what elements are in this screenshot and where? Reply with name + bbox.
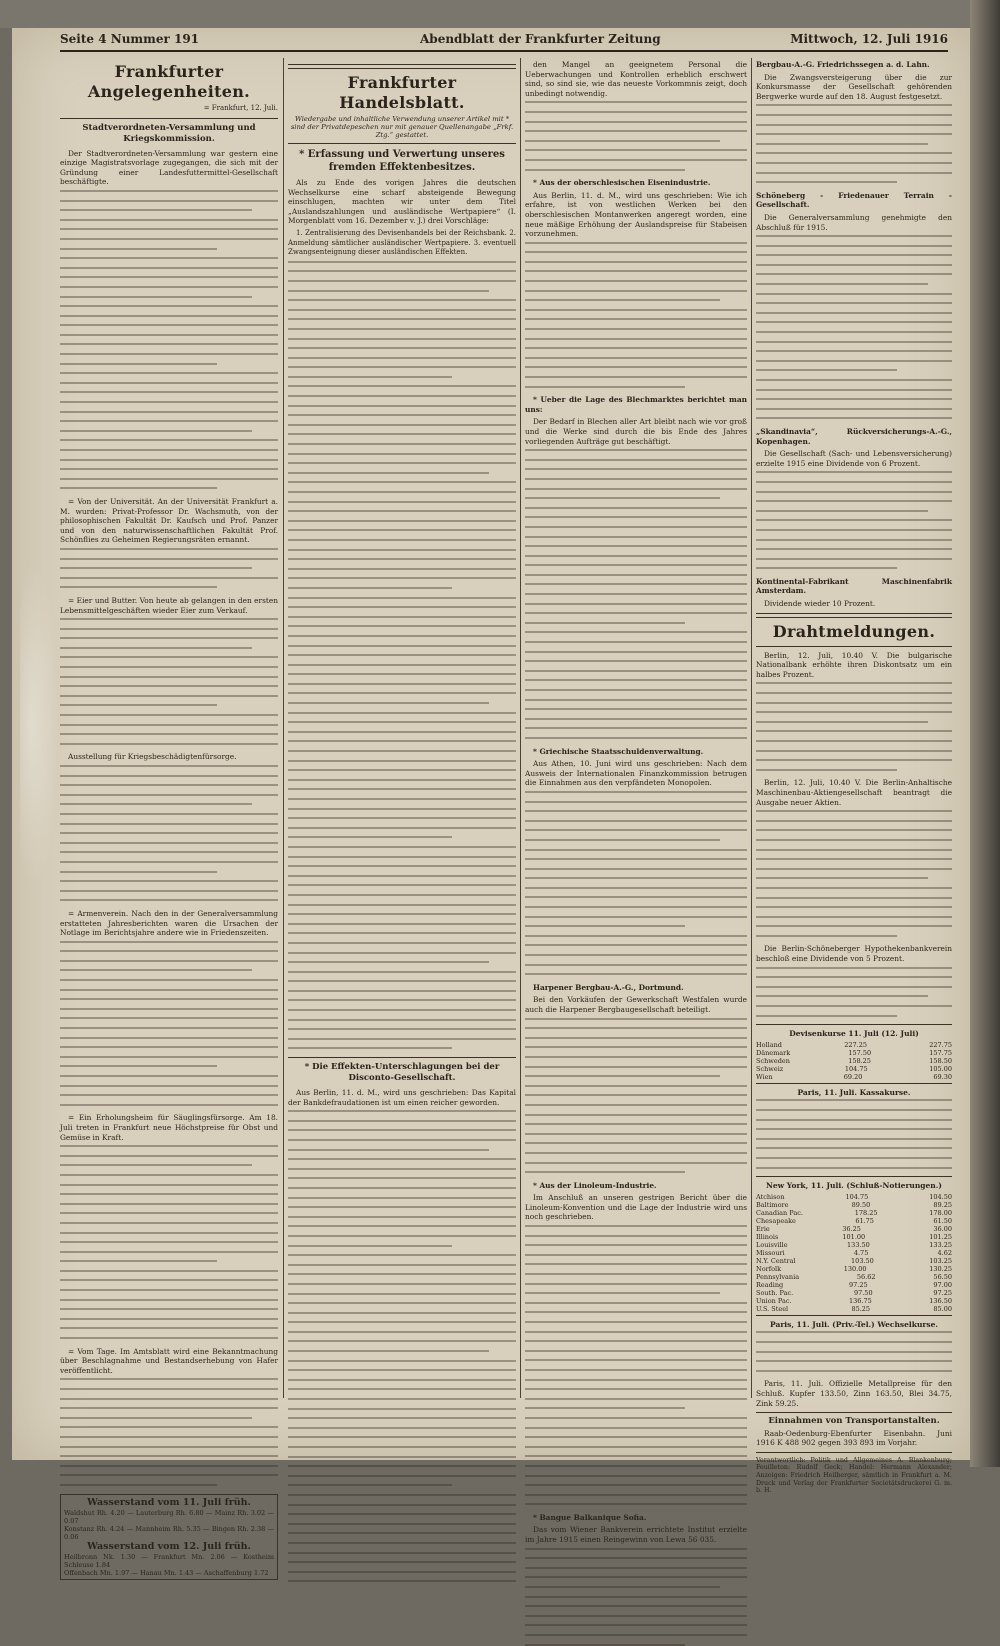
article-text: Die Gesellschaft (Sach- und Lebensversicherung) erzielte 1915 eine Dividende von 6 Prozent. <box>756 449 952 468</box>
newspaper-title: Abendblatt der Frankfurter Zeitung <box>420 32 661 46</box>
text-block <box>288 1110 516 1582</box>
table-row: Norfolk 130.00 130.25 <box>756 1264 952 1273</box>
article-head: * Aus der oberschlesischen Eisenindustrie. <box>533 178 711 188</box>
text-block <box>756 810 952 937</box>
divider <box>288 143 516 144</box>
water-level-title: Wasserstand vom 11. Juli früh. <box>87 1496 251 1508</box>
article-text: Paris, 11. Juli. Offizielle Metallpreise für den Schluß. Kupfer 133.50, Zinn 163.50, Blei 34.75, Zink 59.25. <box>756 1379 952 1408</box>
column-business-news <box>525 60 747 1545</box>
article-text: Der Bedarf in Blechen aller Art bleibt nach wie vor groß und die Werke sind durch die bis Ende des Jahres vorliegenden Aufträge gut beschäftigt. <box>525 417 747 446</box>
currency-table <box>756 1024 952 1084</box>
text-block <box>525 1548 747 1646</box>
text-block <box>756 1331 952 1371</box>
divider <box>756 613 952 618</box>
article-head: „Skandinavia“, Rückversicherungs-A.-G., Kopenhagen. <box>756 426 952 446</box>
table-row: Baltimore 89.50 89.25 <box>756 1200 952 1209</box>
article-text: Aus Berlin, 11. d. M., wird uns geschrieben: Wie ich erfahre, ist von westlichen Werken bei den oberschlesischen Montanwerken angeregt worden, eine neue mäßige Erhöhung der Auslandspreise für Stabeisen vorzunehmen. <box>525 190 747 239</box>
divider <box>756 1412 952 1413</box>
article-text: Die Berlin-Schöneberger Hypothekenbankverein beschloß eine Dividende von 5 Prozent. <box>756 944 952 964</box>
table-row: Schweiz 104.75 105.00 <box>756 1064 952 1073</box>
water-level-row: Offenbach Mn. 1.97 — Hanau Mn. 1.43 — Aschaffenburg 1.72 <box>64 1568 269 1577</box>
text-block <box>525 791 747 975</box>
table-row: Chesapeake 61.75 61.50 <box>756 1216 952 1225</box>
table-row: Dänemark 157.50 157.75 <box>756 1048 952 1057</box>
column-rule <box>520 58 521 1398</box>
table-title: Einnahmen von Transportanstalten. <box>768 1416 940 1427</box>
text-block <box>525 242 747 388</box>
article-head: Kontinental-Fabrikant Maschinenfabrik Amsterdam. <box>756 576 952 596</box>
article-text: Berlin, 12. Juli, 10.40 V. Die Berlin-Anhaltische Maschinenbau-Aktiengesellschaft beantragt die Ausgabe neuer Aktien. <box>756 778 952 807</box>
scan-top-band <box>0 0 1000 28</box>
water-level-box <box>60 1494 278 1580</box>
issue-date: Mittwoch, 12. Juli 1916 <box>790 32 948 46</box>
column-handelsblatt <box>288 60 516 1390</box>
text-block <box>60 941 278 1106</box>
table-row: Pennsylvania 56.62 56.50 <box>756 1272 952 1281</box>
article-head: * Aus der Linoleum-Industrie. <box>533 1180 657 1190</box>
water-level-row: Heilbronn Nk. 1.30 — Frankfurt Mn. 2.06 — Kostheim Schleuse 1.84 <box>64 1552 274 1569</box>
text-block <box>525 1018 747 1174</box>
article-text: Das vom Wiener Bankverein errichtete Institut erzielte im Jahre 1915 einen Reingewinn von Lewa 56 035. <box>525 1525 747 1545</box>
dateline: = Frankfurt, 12. Juli. <box>203 104 278 112</box>
article-text: Als zu Ende des vorigen Jahres die deutschen Wechselkurse eine scharf absteigende Bewegung einschlugen, machten wir unter dem Titel „Auslandszahlungen und ausländische Wertpapiere“ (I. Morgenblatt vom 16. Dezember v. J.) drei Vorschläge: <box>288 178 516 226</box>
article-text: Aus Athen, 10. Juni wird uns geschrieben: Nach dem Ausweis der Internationalen Finanzkommission betrugen die Einnahmen aus den verpfändeten Monopolen. <box>525 759 747 788</box>
text-block <box>288 261 516 1050</box>
article-text: den Mangel an geeignetem Personal die Ueberwachungen und Kontrollen erheblich erschwert sind, so sind sie, wie das neueste Vorkommnis zeigt, doch unbedingt notwendig. <box>525 60 747 98</box>
text-block <box>756 682 952 770</box>
column-rule <box>751 58 752 1398</box>
text-block <box>60 548 278 588</box>
article-text: Die Zwangsversteigerung über die zur Konkursmasse der Gesellschaft gehörenden Bergwerke wurde auf den 18. August festgesetzt. <box>756 72 952 101</box>
article-head: Stadtverordneten-Versammlung und Kriegskommission. <box>82 122 256 144</box>
column-market-reports <box>756 60 952 1495</box>
article-text: Ausstellung für Kriegsbeschädigtenfürsorge. <box>68 752 237 762</box>
article-head: Harpener Bergbau-A.-G., Dortmund. <box>533 982 684 992</box>
article-text: = Von der Universität. An der Universität Frankfurt a. M. wurden: Privat-Professor Dr. Wachsmuth, von der philosophischen Fakultät Dr. Kaufsch und Prof. Panzer und von den naturwissenschaftlichen Fakultät Prof. Schönflies zu Geheimen Regierungsräten ernannt. <box>60 496 278 545</box>
divider <box>288 64 516 69</box>
article-text: = Armenverein. Nach den in der Generalversammlung erstatteten Jahresberichten waren die Ursachen der Notlage im Berichtsjahre andere wie in Friedenszeiten. <box>60 908 278 938</box>
article-text: Dividende wieder 10 Prozent. <box>764 599 876 609</box>
article-head: * Die Effekten-Unterschlagungen bei der Disconto-Gesellschaft. <box>304 1062 500 1084</box>
table-title: Paris, 11. Juli. Kassakurse. <box>797 1087 911 1097</box>
table-row: Missouri 4.75 4.62 <box>756 1248 952 1257</box>
water-level-row: Waldshut Rh. 4.20 — Lauterburg Rh. 6.80 — Mainz Rh. 3.02 — 0.07 <box>64 1508 274 1525</box>
text-block <box>756 471 952 569</box>
table-row: Erie 36.25 36.00 <box>756 1224 952 1233</box>
text-block <box>525 1225 747 1505</box>
divider <box>288 1057 516 1058</box>
paper-stain <box>20 560 60 890</box>
article-text: Der Stadtverordneten-Versammlung war gestern eine einzige Magistratsvorlage zugegangen, die sich mit der Gründung einer Landesfuttermittel-Gesellschaft beschäftigte. <box>60 148 278 187</box>
article-text: Raab-Oedenburg-Ebenfurter Eisenbahn. Juni 1916 K 488 902 gegen 393 893 im Vorjahr. <box>756 1428 952 1448</box>
text-block <box>525 449 747 739</box>
article-head: * Bangue Balkanique Sofia. <box>533 1512 647 1522</box>
article-list: 1. Zentralisierung des Devisenhandels bei der Reichsbank. 2. Anmeldung sämtlicher ausländischer Wertpapiere. 3. eventuell Zwangsenteignung dieser ausländischen Effekten. <box>288 228 516 257</box>
article-text: Die Generalversammlung genehmigte den Abschluß für 1915. <box>756 212 952 232</box>
article-head: * Griechische Staatsschuldenverwaltung. <box>533 746 704 756</box>
article-text: = Vom Tage. Im Amtsblatt wird eine Bekanntmachung über Beschlagnahme und Bestandserhebung von Hafer veröffentlicht. <box>60 1346 278 1375</box>
article-head: Schöneberg - Friedenauer Terrain - Gesellschaft. <box>756 190 952 210</box>
table-row: Louisville 133.50 133.25 <box>756 1240 952 1249</box>
divider <box>756 1452 952 1453</box>
table-row: Illinois 101.00 101.25 <box>756 1232 952 1241</box>
table-row: Reading 97.25 97.00 <box>756 1280 952 1289</box>
article-head: Bergbau-A.-G. Friedrichssegen a. d. Lahn. <box>756 60 930 69</box>
article-text: Im Anschluß an unseren gestrigen Bericht über die Linoleum-Konvention und die Lage der Industrie wird uns noch geschrieben. <box>525 1193 747 1222</box>
table-row: U.S. Steel 85.25 85.00 <box>756 1304 952 1313</box>
column-frankfurter-angelegenheiten <box>60 60 278 1577</box>
article-text: = Ein Erholungsheim für Säuglingsfürsorge. Am 18. Juli treten in Frankfurt neue Höchstpreise für Obst und Gemüse in Kraft. <box>60 1113 278 1142</box>
water-level-row: Konstanz Rh. 4.24 — Mannheim Rh. 5.35 — Bingen Rh. 2.38 — 0.06 <box>64 1524 274 1541</box>
page-number: Seite 4 Nummer 191 <box>60 32 200 46</box>
article-text: Aus Berlin, 11. d. M., wird uns geschrieben: Das Kapital der Bankdefraudationen ist um einen reicher geworden. <box>288 1088 516 1107</box>
text-block <box>60 765 278 901</box>
table-row: Holland 227.25 227.75 <box>756 1040 952 1049</box>
water-level-title: Wasserstand vom 12. Juli früh. <box>87 1540 251 1552</box>
table-title: Devisenkurse 11. Juli (12. Juli) <box>789 1029 919 1039</box>
table-title: Paris, 11. Juli. (Priv.-Tel.) Wechselkurse. <box>770 1319 938 1329</box>
article-text: Bei den Vorkäufen der Gewerkschaft Westfalen wurde auch die Harpener Bergbaugesellschaft beteiligt. <box>525 995 747 1014</box>
table-row: Canadian Pac. 178.25 178.00 <box>756 1208 952 1217</box>
masthead <box>60 30 948 52</box>
table-row: Wien 69.20 69.30 <box>756 1072 952 1081</box>
text-block <box>60 190 278 489</box>
table-row: Schweden 158.25 158.50 <box>756 1056 952 1065</box>
text-block <box>756 967 952 1017</box>
text-block <box>756 104 952 183</box>
text-block <box>60 1378 278 1486</box>
section-title: Frankfurter Angelegenheiten. <box>87 62 251 101</box>
divider <box>756 646 952 647</box>
article-text: Berlin, 12. Juli, 10.40 V. Die bulgarische Nationalbank erhöhte ihren Diskontsatz um ein halbes Prozent. <box>756 650 952 679</box>
article-head: * Erfassung und Verwertung unseres fremden Effektenbesitzes. <box>299 149 505 173</box>
divider <box>60 118 278 119</box>
table-row: Atchison 104.75 104.50 <box>756 1192 952 1201</box>
column-rule <box>283 58 284 1398</box>
table-row: South. Pac. 97.50 97.25 <box>756 1288 952 1297</box>
text-block <box>525 101 747 170</box>
stock-table <box>756 1176 952 1316</box>
text-block <box>60 1145 278 1339</box>
article-text: = Eier und Butter. Von heute ab gelangen in den ersten Lebensmittelgeschäften wieder Eier zum Verkauf. <box>60 595 278 615</box>
page-binding-edge <box>970 0 1000 1467</box>
table-row: Union Pac. 136.75 136.50 <box>756 1296 952 1305</box>
section-title: Frankfurter Handelsblatt. <box>339 73 465 112</box>
section-title: Drahtmeldungen. <box>772 621 936 641</box>
table-title: New York, 11. Juli. (Schluß-Notierungen.) <box>766 1181 942 1191</box>
text-block <box>60 618 278 745</box>
table-row: N.Y. Central 103.50 103.25 <box>756 1256 952 1265</box>
text-block <box>756 1099 952 1168</box>
reprint-notice: Wiedergabe und inhaltliche Verwendung unserer Artikel mit * sind der Privatdepeschen nur mit genauer Quellenangabe „Frkf. Ztg.“ gestattet. <box>290 115 514 139</box>
text-block <box>756 235 952 419</box>
article-head: * Ueber die Lage des Blechmarktes berichtet man uns: <box>525 395 747 414</box>
imprint: Verantwortlich: Politik und Allgemeines A. Blankenburg; Feuilleton: Rudolf Geck; Handel: Hermann Alexander; Anzeigen: Friedrich Heilberger, sämtlich in Frankfurt a. M. Druck und Verlag der Frankfurter Societätsdruckerei G. m. b. H. <box>756 1456 952 1495</box>
